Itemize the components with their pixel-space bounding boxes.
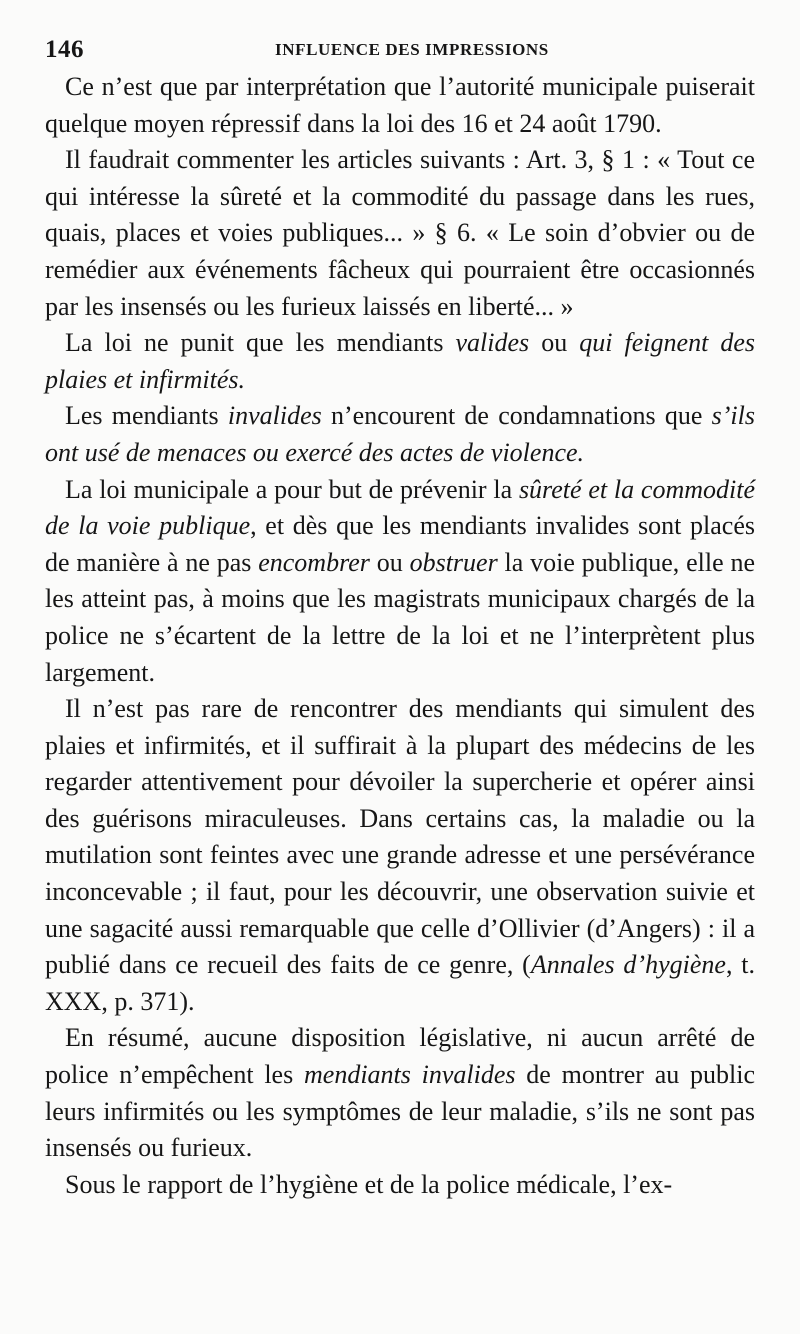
text-run: , t. XXX, p. 371). [45,950,755,1016]
italic-run: obstruer [409,547,498,577]
text-run: de montrer au public leurs infirmités ou les symptômes de leur maladie, s’ils ne sont pas insensés ou furieux. [45,1060,755,1163]
text-run: n’encourent de condamnations que [321,401,712,431]
paragraph-1 [45,69,755,142]
paragraph-6 [45,691,755,1020]
text-run: , et dès que les mendiants invalides sont placés de manière à ne pas [45,511,755,577]
italic-run: valides [455,328,530,358]
italic-run: mendiants invalides [304,1060,516,1090]
italic-run: encombrer [258,547,370,577]
paragraph-8 [45,1167,755,1204]
text-run: Les mendiants [65,401,228,431]
paragraph-7 [45,1020,755,1166]
italic-run: Annales d’hygiène [530,950,726,980]
paragraph-5 [45,472,755,692]
italic-run: invalides [227,401,322,431]
text-run: En résumé, aucune disposition législative, ni aucun arrêté de police n’empêchent les [45,1023,755,1090]
paragraph-4 [45,398,755,471]
page-header [45,36,755,64]
running-head: INFLUENCE DES IMPRESSIONS [275,40,549,59]
text-run: la voie publique, elle ne les atteint pas, à moins que les magistrats municipaux chargés de la police ne s’écartent de la lettre de la loi et ne l’interprètent plus largement. [45,547,755,687]
text-run: La loi ne punit que les mendiants [65,328,456,358]
page-number: 146 [45,36,84,63]
text-run: La loi municipale a pour but de prévenir la [65,474,519,504]
text-run: Sous le rapport de l’hygiène et de la police médicale, l’ex- [65,1169,673,1199]
text-run: ou [529,328,580,358]
text-run: Il n’est pas rare de rencontrer des mendiants qui simulent des plaies et infirmités, et il suffirait à la plupart des médecins de les regarder attentivement pour dévoiler la supercherie et opérer ainsi des guérisons miraculeuses. Dans certains cas, la maladie ou la mutilation sont feintes avec une grande adresse et une persévérance inconcevable ; il faut, pour les découvrir, une observation suivie et une sagacité aussi remarquable que celle d’Ollivier (d’Angers) : il a publié dans ce recueil des faits de ce genre, ( [45,694,755,980]
italic-run: sûreté et la commodité de la voie publique [45,474,755,541]
paragraph-3 [45,325,755,398]
body-text [45,69,755,1203]
italic-run: qui feignent des plaies et infirmités. [45,328,755,394]
text-run: Il faudrait commenter les articles suivants : Art. 3, § 1 : « Tout ce qui intéresse la sûreté et la commodité du passage dans les rues, quais, places et voies publiques... » § 6. « Le soin d’obvier ou de remédier aux événements fâcheux qui pourraient être occasionnés par les insensés ou les furieux laissés en liberté... » [45,145,755,321]
text-run: Ce n’est que par interprétation que l’autorité municipale puiserait quelque moyen répressif dans la loi des 16 et 24 août 1790. [45,72,755,138]
paragraph-2 [45,142,755,325]
italic-run: s’ils ont usé de menaces ou exercé des actes de violence. [45,401,755,467]
text-run: ou [369,547,410,577]
